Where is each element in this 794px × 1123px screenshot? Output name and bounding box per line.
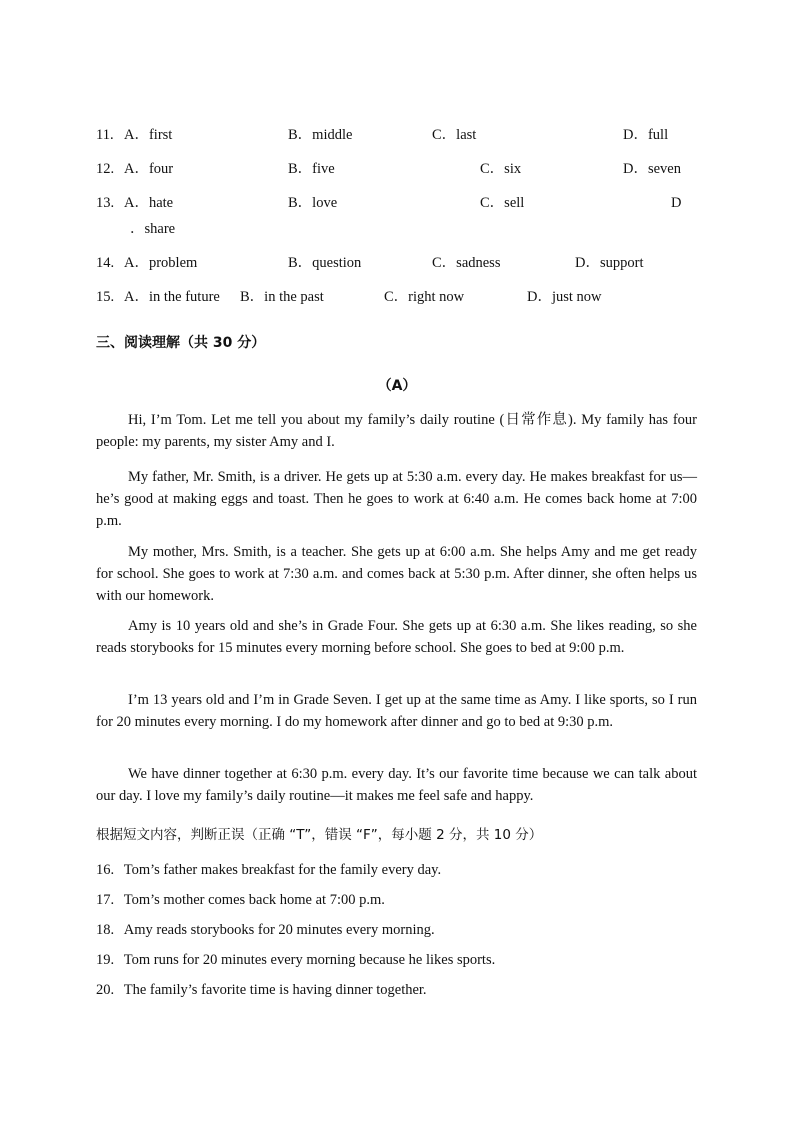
section-title: 三、阅读理解（共 30 分） bbox=[96, 335, 266, 351]
option-b: B．love bbox=[288, 195, 338, 211]
option-d: D．full bbox=[623, 127, 669, 143]
passage-paragraph-2: My father, Mr. Smith, is a driver. He gets up at 5:30 a.m. every day. He makes breakfast for us—he’s good at making eggs and toast. Then he goes to work at 6:40 a.m. He comes back home at 7:00 p.m. bbox=[96, 469, 697, 529]
option-b: B．in the past bbox=[240, 289, 324, 305]
option-b: B．five bbox=[288, 161, 335, 177]
question-text: Tom’s mother comes back home at 7:00 p.m. bbox=[123, 892, 385, 908]
option-b: B．question bbox=[288, 255, 362, 271]
passage-paragraph-3: My mother, Mrs. Smith, is a teacher. She gets up at 6:00 a.m. She helps Amy and me get ready for school. She goes to work at 7:30 a.m. and comes back at 5:30 p.m. After dinner, she often helps us with our homework. bbox=[96, 544, 697, 604]
tf-question-16 bbox=[96, 861, 441, 879]
question-number: 18. bbox=[96, 922, 115, 938]
question-text: Amy reads storybooks for 20 minutes every morning. bbox=[123, 922, 435, 938]
tf-question-20 bbox=[96, 981, 427, 999]
tf-question-18 bbox=[96, 921, 435, 939]
question-number: 15. bbox=[96, 289, 115, 305]
tf-question-19 bbox=[96, 951, 495, 969]
option-d-letter: D bbox=[671, 195, 682, 211]
option-d-wrapped-text: ．share bbox=[130, 221, 176, 237]
passage-label: （A） bbox=[377, 378, 417, 394]
passage-paragraph-1: Hi, I’m Tom. Let me tell you about my family’s daily routine (日常作息). My family has four people: my parents, my sister Amy and I. bbox=[96, 412, 697, 450]
option-c: C．six bbox=[480, 161, 522, 177]
option-d: D．support bbox=[575, 255, 644, 271]
option-d: D．seven bbox=[623, 161, 681, 177]
question-number: 13. bbox=[96, 195, 115, 211]
option-c: C．right now bbox=[384, 289, 465, 305]
passage-paragraph-4: Amy is 10 years old and she’s in Grade Four. She gets up at 6:30 a.m. She likes reading, so she reads storybooks for 15 minutes every morning before school. She goes to bed at 9:00 p.m. bbox=[96, 618, 697, 656]
option-d: D．just now bbox=[527, 289, 602, 305]
question-text: Tom’s father makes breakfast for the family every day. bbox=[123, 862, 442, 878]
question-number: 17. bbox=[96, 892, 115, 908]
option-a: A．four bbox=[124, 161, 174, 177]
passage-paragraph-6: We have dinner together at 6:30 p.m. every day. It’s our favorite time because we can talk about our day. I love my family’s daily routine—it makes me feel safe and happy. bbox=[96, 766, 697, 804]
passage-paragraph-5: I’m 13 years old and I’m in Grade Seven. I get up at the same time as Amy. I like sports, so I run for 20 minutes every morning. I do my homework after dinner and go to bed at 9:30 p.m. bbox=[96, 692, 697, 730]
option-b: B．middle bbox=[288, 127, 353, 143]
option-a: A．first bbox=[124, 127, 173, 143]
option-c: C．last bbox=[432, 127, 477, 143]
question-text: The family’s favorite time is having dinner together. bbox=[123, 982, 427, 998]
true-false-instruction: 根据短文内容，判断正误（正确 “T”，错误 “F”，每小题 2 分，共 10 分） bbox=[96, 827, 543, 843]
option-a: A．in the future bbox=[124, 289, 220, 305]
question-number: 16. bbox=[96, 862, 115, 878]
question-number: 12. bbox=[96, 161, 115, 177]
question-text: Tom runs for 20 minutes every morning because he likes sports. bbox=[123, 952, 496, 968]
question-number: 19. bbox=[96, 952, 115, 968]
option-a: A．hate bbox=[124, 195, 174, 211]
option-a: A．problem bbox=[124, 255, 198, 271]
option-c: C．sell bbox=[480, 195, 525, 211]
question-number: 14. bbox=[96, 255, 115, 271]
question-number: 20. bbox=[96, 982, 115, 998]
option-c: C．sadness bbox=[432, 255, 501, 271]
question-number: 11. bbox=[96, 127, 114, 143]
tf-question-17 bbox=[96, 891, 385, 909]
